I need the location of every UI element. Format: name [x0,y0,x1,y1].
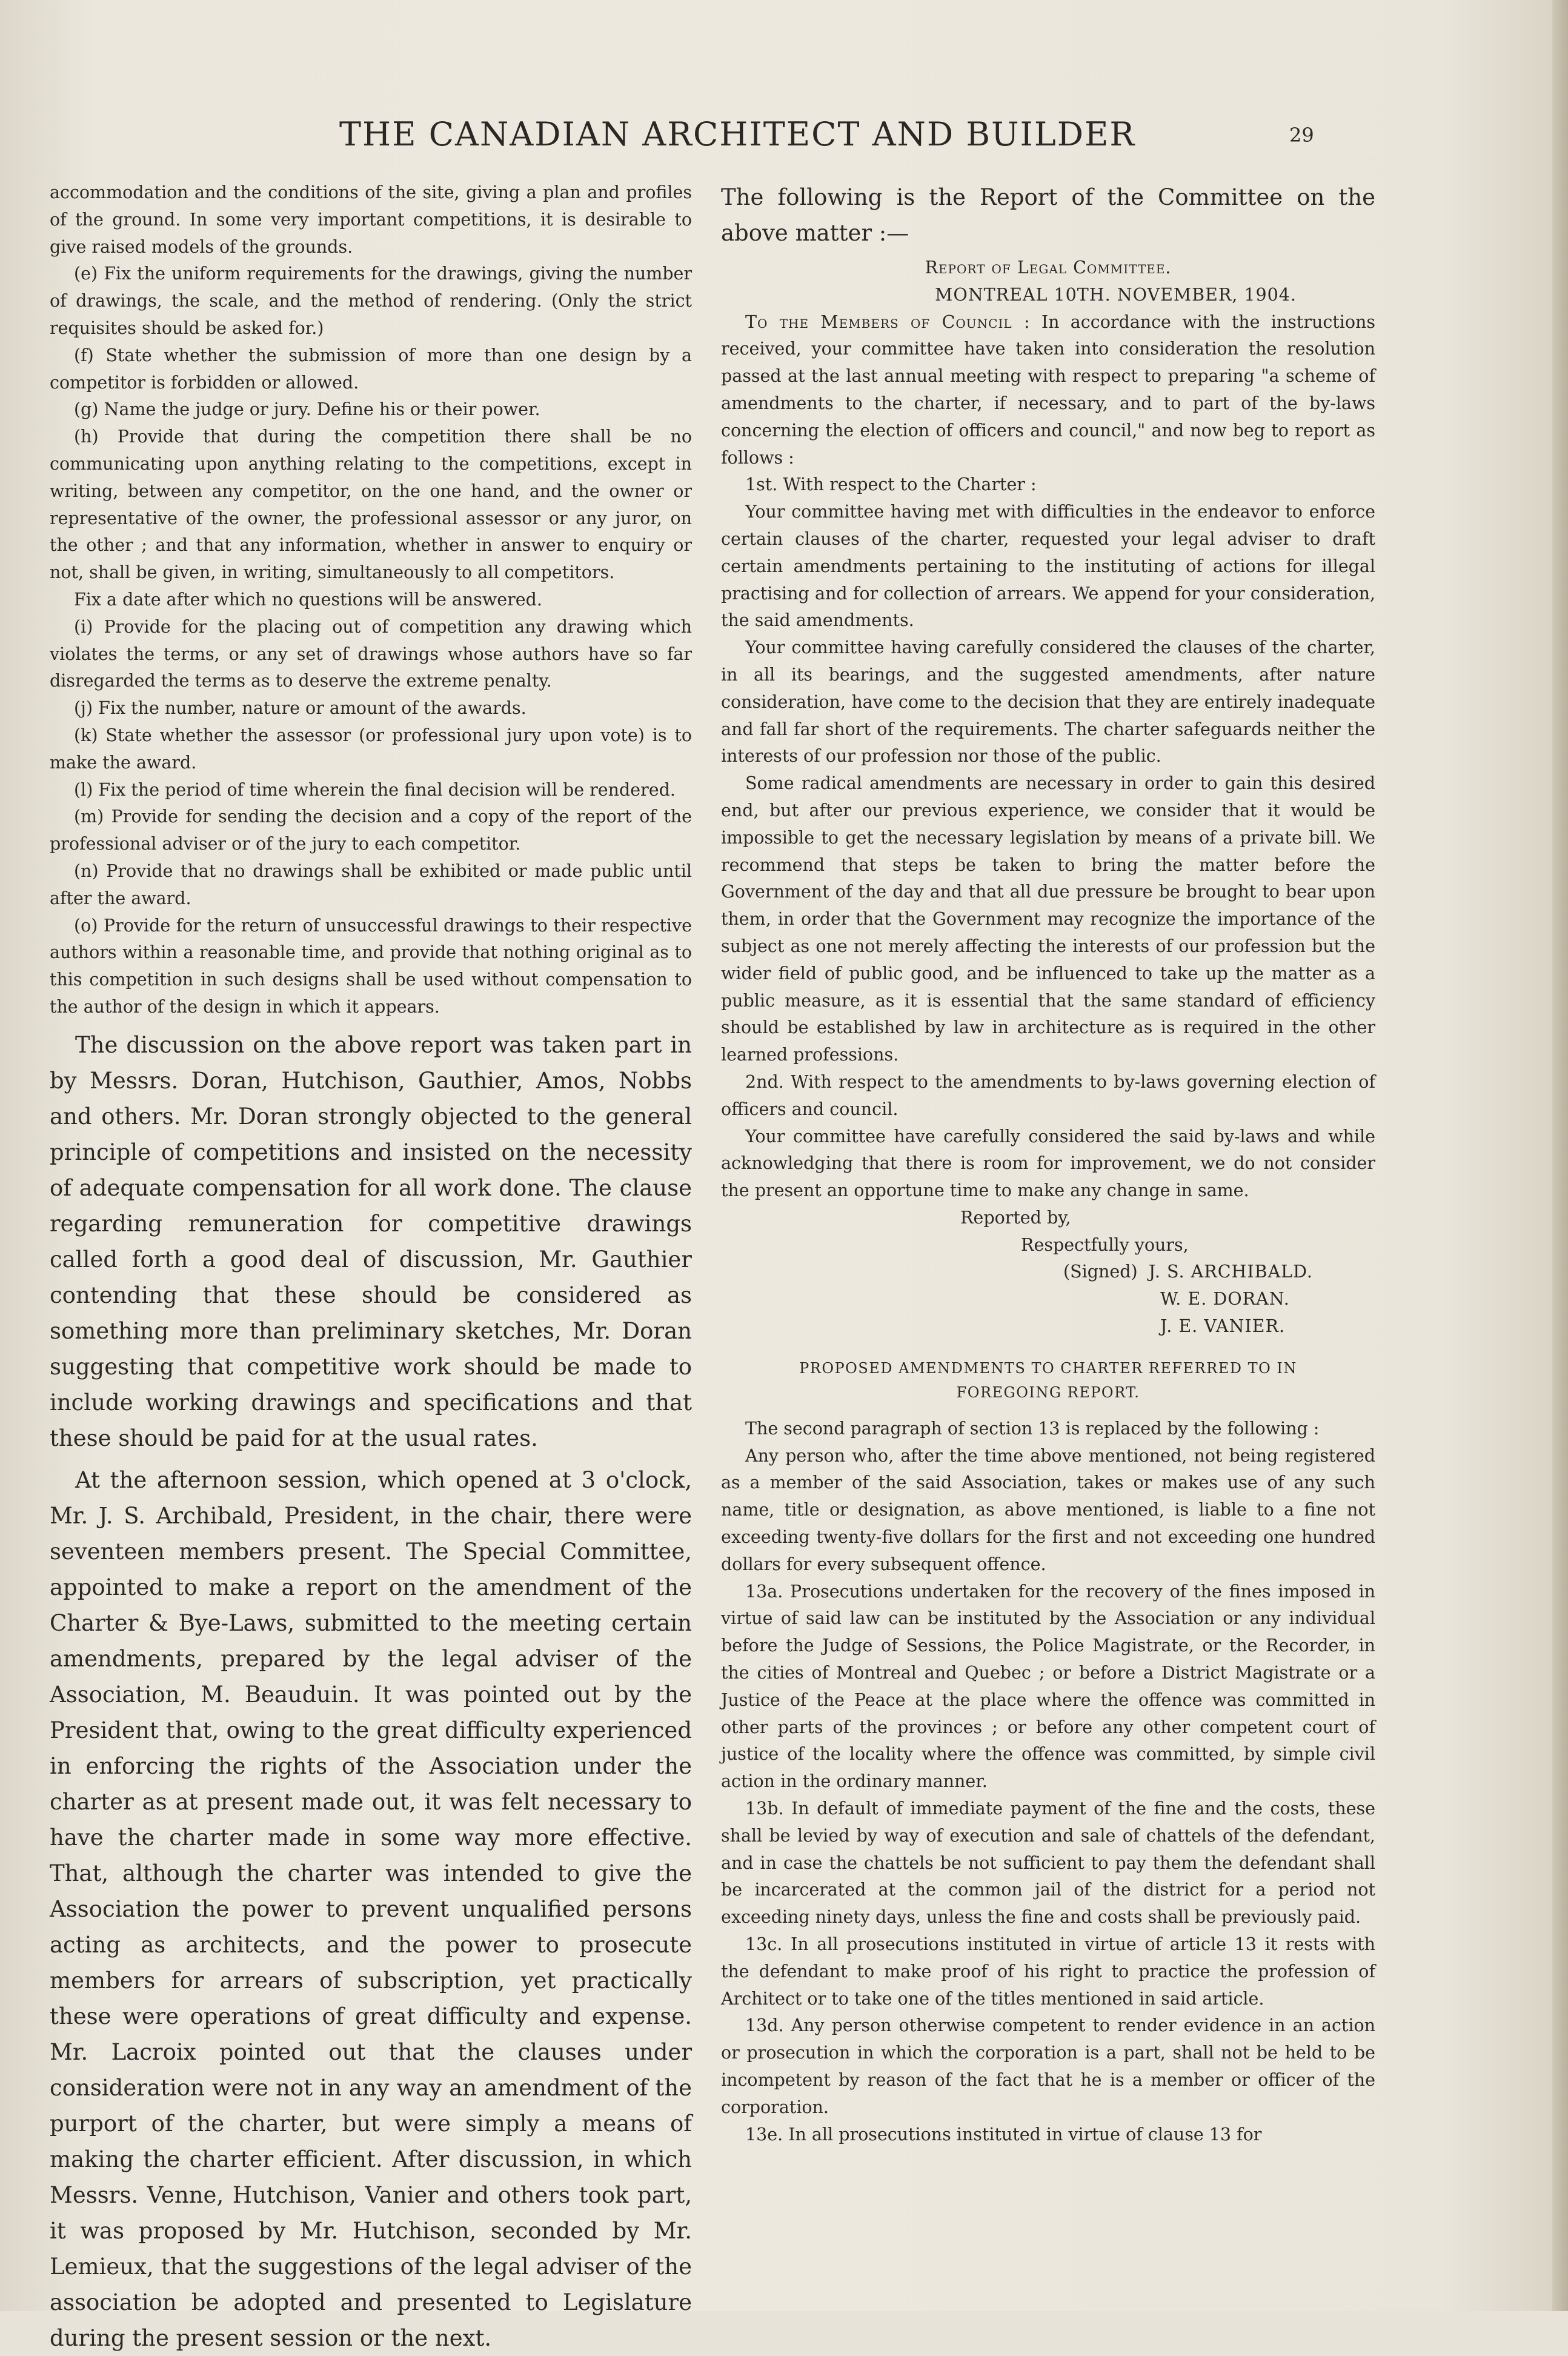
report-paragraph: 2nd. With respect to the amendments to by-laws governing election of officers and council. [721,1071,1375,1119]
discussion-paragraph: At the afternoon session, which opened at 3 o'clock, Mr. J. S. Archibald, President, in the chair, there were seventeen members present. The Special Committee, appointed to make a report on the amendment of the Charter & Bye-Laws, submitted to the meeting certain amendments, prepared by the legal adviser of the Association, M. Beauduin. It was pointed out by the President that, owing to the great difficulty experienced in enforcing the rights of the Association under the charter as at present made out, it was felt necessary to have the charter made in some way more effective. That, although the charter was intended to give the Association the power to prevent unqualified persons acting as architects, and the power to prosecute members for arrears of subscription, yet practically these were operations of great difficulty and expense. Mr. Lacroix pointed out that the clauses under consideration were not in any way an amendment of the purport of the charter, but were simply a means of making the charter efficient. After discussion, in which Messrs. Venne, Hutchison, Vanier and others took part, it was proposed by Mr. Hutchison, seconded by Mr. Lemieux, that the suggestions of the legal adviser of the association be adopted and presented to Legislature during the present session or the next. [50,1466,692,2351]
report-paragraph: 1st. With respect to the Charter : [745,474,1037,495]
signature-name: J. E. VANIER. [1160,1316,1286,1337]
report-title: Report of Legal Committee. [925,258,1172,278]
amendment-paragraph: 13d. Any person otherwise competent to render evidence in an action or prosecution in which the corporation is a part, shall not be held to be incompetent by reason of the fact that he is a member or officer of the corporation. [721,2015,1375,2117]
signature-reported-by: Reported by, [960,1207,1071,1228]
report-paragraph: Your committee having carefully considered the clauses of the charter, in all its bearings, and the suggested amendments, after nature consideration, have come to the decision that they are entirely inadequate and fall far short of the requirements. The charter safeguards neither the interests of our profession nor those of the public. [721,637,1375,767]
rule-paragraph: (m) Provide for sending the decision and a copy of the report of the professional adviser or of the jury to each competitor. [50,807,692,854]
rule-paragraph: (n) Provide that no drawings shall be exhibited or made public until after the award. [50,860,692,908]
amendment-paragraph: 13c. In all prosecutions instituted in virtue of article 13 it rests with the defendant to make proof of his right to practice the profession of Architect or to take one of the titles mentioned in said article. [721,1934,1375,2009]
amendments-heading-line-2: FOREGOING REPORT. [956,1383,1140,1401]
left-column [50,179,692,2356]
page-number: 29 [1289,124,1314,147]
amendment-paragraph: 13e. In all prosecutions instituted in virtue of clause 13 for [745,2124,1262,2145]
rule-paragraph: (f) State whether the submission of more than one design by a competitor is forbidden or allowed. [50,345,692,393]
amendment-paragraph: 13a. Prosecutions undertaken for the recovery of the fines imposed in virtue of said law can be instituted by the Association or any individual before the Judge of Sessions, the Police Magistrate, or the Recorder, in the cities of Montreal and Quebec ; or before a District Magistrate or a Justice of the Peace at the place where the offence was committed in other parts of the provinces ; or before any other competent court of justice of the locality where the offence was committed, by simple civil action in the ordinary manner. [721,1581,1375,1792]
rule-paragraph: (h) Provide that during the competition there shall be no communicating upon anything relating to the competitions, except in writing, between any competitor, on the one hand, and the owner or representative of the owner, the professional assessor or any juror, on the other ; and that any information, whether in answer to enquiry or not, shall be given, in writing, simultaneously to all competitors. [50,427,692,583]
signature-respectfully: Respectfully yours, [1021,1234,1189,1255]
report-paragraph: Your committee have carefully considered the said by-laws and while acknowledging that there is room for improvement, we do not consider the present an opportune time to make any change in same. [721,1126,1375,1201]
right-column [721,179,1375,2148]
signature-name: W. E. DORAN. [1160,1289,1290,1309]
discussion-paragraph: The discussion on the above report was taken part in by Messrs. Doran, Hutchison, Gauthier, Amos, Nobbs and others. Mr. Doran strongly objected to the general principle of competitions and insisted on the necessity of adequate compensation for all work done. The clause regarding remuneration for competitive drawings called forth a good deal of discussion, Mr. Gauthier contending that these should be considered as something more than preliminary sketches, Mr. Doran suggesting that competitive work should be made to include working drawings and specifications and that these should be paid for at the usual rates. [50,1031,692,1451]
signature-signed: (Signed) [1063,1262,1138,1282]
signature-name: J. S. ARCHIBALD. [1148,1262,1313,1282]
binding-edge [1552,0,1568,2311]
amendments-heading: PROPOSED AMENDMENTS TO CHARTER REFERRED TO IN [799,1359,1297,1377]
report-opening: In accordance with the instructions received, your committee have taken into consideration the resolution passed at the last annual meeting with respect to preparing "a scheme of amendments to the charter, if necessary, and to part of the by-laws concerning the election of officers and council," and now beg to report as follows : [721,311,1375,468]
rule-paragraph: (o) Provide for the return of unsuccessful drawings to their respective authors within a reasonable time, and provide that nothing original as to this competition in such designs shall be used without compensation to the author of the design in which it appears. [50,915,692,1017]
amendment-paragraph: The second paragraph of section 13 is replaced by the following : [745,1418,1320,1439]
rule-paragraph: (l) Fix the period of time wherein the final decision will be rendered. [74,779,676,800]
amendment-paragraph: 13b. In default of immediate payment of the fine and the costs, these shall be levied by way of execution and sale of chattels of the defendant, and in case the chattels be not sufficient to pay them the defendant shall be incarcerated at the common jail of the district for a period not exceeding ninety days, unless the fine and costs shall be previously paid. [721,1799,1375,1928]
rule-paragraph: (e) Fix the uniform requirements for the drawings, giving the number of drawings, the scale, and the method of rendering. (Only the strict requisites should be asked for.) [50,264,692,338]
report-salutation: To the Members of Council : [745,311,1031,332]
rule-paragraph: (g) Name the judge or jury. Define his or their power. [74,399,540,420]
discussion-section [50,1027,692,2356]
report-date: MONTREAL 10TH. NOVEMBER, 1904. [935,284,1297,305]
rule-paragraph: (j) Fix the number, nature or amount of the awards. [74,698,527,719]
rule-paragraph: (k) State whether the assessor (or professional jury upon vote) is to make the award. [50,725,692,773]
page-title: THE CANADIAN ARCHITECT AND BUILDER [339,115,1136,153]
signature-line [721,1259,1375,1286]
report-paragraph: Some radical amendments are necessary in order to gain this desired end, but after our previous experience, we consider that it would be impossible to get the necessary legislation by means of a private bill. We recommend that steps be taken to bring the matter before the Government of the day and that all due pressure be brought to bear upon them, in order that the Government may recognize the importance of the subject as one not merely affecting the interests of our profession but the wider field of public good, and be influenced to take up the matter as a public measure, as it is essential that the same standard of efficiency should be established by law in architecture as is required in the other learned professions. [721,773,1375,1065]
competition-rules [50,179,692,1021]
amendment-paragraph: Any person who, after the time above mentioned, not being registered as a member of the said Association, takes or makes use of any such name, title or designation, as above mentioned, is liable to a fine not exceeding twenty-five dollars for the first and not exceeding one hundred dollars for every subsequent offence. [721,1445,1375,1574]
report-intro: The following is the Report of the Committee on the above matter :— [721,184,1375,246]
report-paragraph [721,309,1375,472]
report-paragraph: Your committee having met with difficulties in the endeavor to enforce certain clauses of the charter, requested your legal adviser to draft certain amendments pertaining to the instituting of actions for illegal practising and for collection of arrears. We append for your consideration, the said amendments. [721,502,1375,631]
rule-paragraph: accommodation and the conditions of the site, giving a plan and profiles of the ground. In some very important competitions, it is desirable to give raised models of the grounds. [50,182,692,257]
legal-committee-report [721,255,1375,2148]
rule-paragraph: Fix a date after which no questions will be answered. [74,589,542,610]
rule-paragraph: (i) Provide for the placing out of competition any drawing which violates the terms, or any set of drawings whose authors have so far disregarded the terms as to deserve the extreme penalty. [50,616,692,691]
